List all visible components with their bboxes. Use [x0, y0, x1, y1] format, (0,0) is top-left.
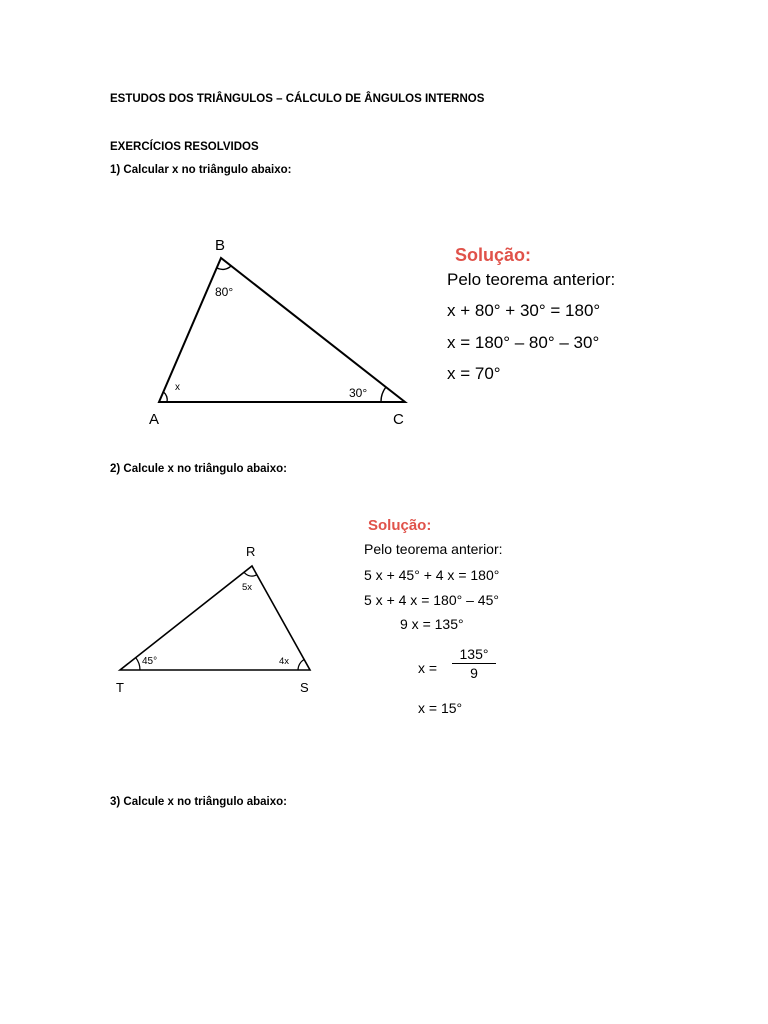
exercise-1-solution: [447, 244, 616, 385]
solution-intro: Pelo teorema anterior:: [364, 541, 503, 557]
section-heading: EXERCÍCIOS RESOLVIDOS: [110, 141, 259, 153]
solution-result: x = 15°: [418, 700, 463, 716]
triangle-rst: [120, 566, 310, 670]
fraction: [452, 646, 496, 681]
solution-step: x + 80° + 30° = 180°: [447, 301, 601, 320]
solution-intro: Pelo teorema anterior:: [447, 270, 616, 289]
solution-step: 5 x + 4 x = 180° – 45°: [364, 592, 499, 608]
angle-arc-t: [136, 658, 140, 670]
vertex-label-a: A: [149, 411, 160, 428]
angle-label-t: 45°: [142, 656, 158, 667]
solution-heading: Solução:: [368, 517, 432, 534]
vertex-label-c: C: [393, 411, 404, 428]
fraction-denominator: 9: [470, 665, 478, 681]
angle-arc-a: [164, 392, 168, 402]
angle-label-a: x: [175, 382, 180, 393]
angle-arc-s: [298, 660, 304, 671]
document-title: ESTUDOS DOS TRIÂNGULOS – CÁLCULO DE ÂNGULOS INTERNOS: [110, 93, 485, 105]
angle-label-b: 80°: [215, 285, 234, 299]
solution-heading: Solução:: [455, 245, 532, 265]
solution-step: 9 x = 135°: [400, 616, 464, 632]
angle-arc-c: [381, 387, 386, 402]
exercise-2-prompt: 2) Calcule x no triângulo abaixo:: [110, 463, 288, 475]
exercise-1-triangle-figure: [145, 230, 425, 430]
triangle-abc: [159, 258, 405, 402]
exercise-2-triangle-figure: [110, 540, 330, 700]
solution-step: 5 x + 45° + 4 x = 180°: [364, 567, 500, 583]
solution-step: x = 180° – 80° – 30°: [447, 333, 600, 352]
angle-arc-b: [217, 266, 231, 269]
fraction-bar: [452, 663, 496, 664]
solution-step: x = 70°: [447, 364, 501, 383]
exercise-2-solution: [364, 517, 503, 632]
vertex-label-r: R: [246, 544, 256, 559]
exercise-3-prompt: 3) Calcule x no triângulo abaixo:: [110, 796, 288, 808]
angle-label-r: 5x: [242, 582, 253, 593]
fraction-numerator: 135°: [459, 646, 489, 662]
exercise-1-prompt: 1) Calcular x no triângulo abaixo:: [110, 164, 292, 176]
angle-label-s: 4x: [279, 656, 290, 667]
vertex-label-b: B: [215, 237, 226, 254]
vertex-label-t: T: [116, 680, 124, 695]
angle-label-c: 30°: [349, 386, 368, 400]
vertex-label-s: S: [300, 680, 309, 695]
fraction-lhs: x =: [418, 660, 438, 676]
